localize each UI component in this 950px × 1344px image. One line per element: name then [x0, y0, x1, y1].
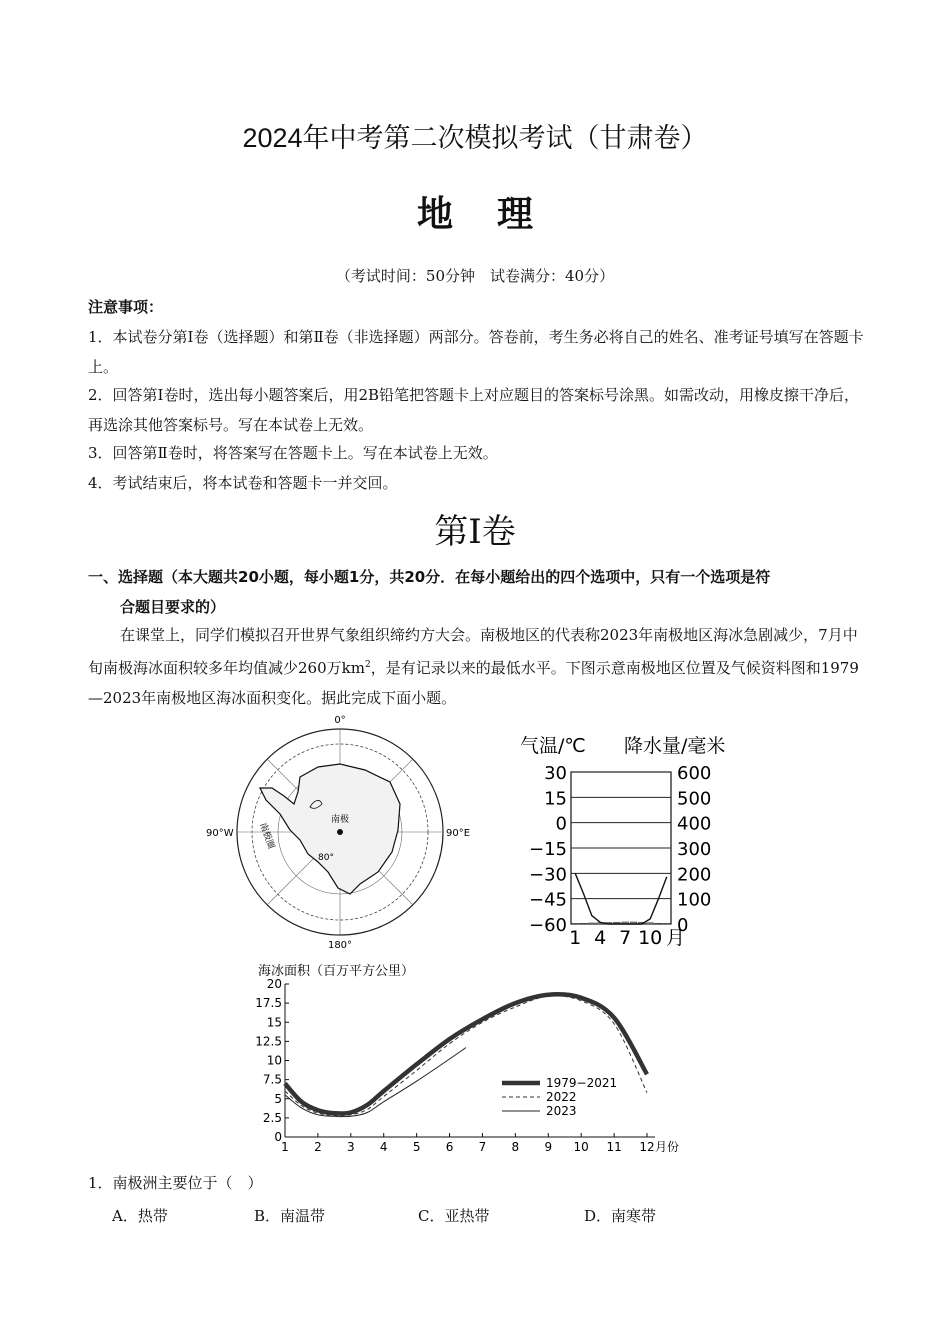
ice-y-tick: 17.5 — [255, 996, 282, 1011]
climate-x-tick: 10 — [638, 927, 663, 949]
ice-x-tick: 11 — [606, 1140, 622, 1154]
map-label-180: 180° — [327, 940, 353, 951]
ice-x-tick: 8 — [511, 1140, 520, 1154]
ice-legend-label: 1979−2021 — [546, 1076, 618, 1090]
ice-x-tick: 4 — [379, 1140, 388, 1154]
ice-x-tick: 5 — [412, 1140, 421, 1154]
precipitation-bar — [655, 923, 662, 924]
question-1-stem: 1．南极洲主要位于（ ） — [88, 1174, 263, 1192]
precipitation-bar — [580, 923, 587, 924]
antarctic-continent — [260, 764, 400, 894]
climate-right-label: 降水量/毫米 — [624, 735, 726, 757]
climate-left-tick: 15 — [544, 788, 567, 810]
climate-right-tick: 600 — [677, 763, 712, 784]
notice-item-2: 2．回答第Ⅰ卷时，选出每小题答案后，用2B铅笔把答题卡上对应题目的答案标号涂黑。如需改动，用橡皮擦干净后，再选涂其他答案标号。写在本试卷上无效。 — [88, 386, 860, 434]
climate-left-tick: 30 — [544, 763, 567, 784]
climate-left-label: 气温/℃ — [520, 735, 586, 757]
section-heading — [88, 562, 878, 622]
ice-y-tick: 5 — [274, 1091, 282, 1106]
ice-x-tick: 1 — [281, 1140, 289, 1154]
climate-x-tick: 1 — [569, 927, 582, 949]
map-label-0: 0° — [334, 715, 346, 726]
map-label-80: 80° — [318, 853, 334, 863]
passage-part-1: 在课堂上，同学们模拟召开世界气象组织缔约方大会。南极地区的代表称2023年南极地区海冰急剧减少，7月中旬南极海冰面积较多年均值减少260万km — [88, 626, 858, 677]
climate-x-label: 月 — [666, 927, 686, 949]
antarctica-map — [200, 712, 480, 952]
ice-y-tick: 20 — [266, 977, 282, 991]
ice-x-tick: 7 — [478, 1140, 487, 1154]
map-label-90e: 90°E — [446, 828, 471, 839]
ice-title: 海冰面积（百万平方公里） — [258, 964, 415, 979]
subject-title: 地理 — [416, 194, 577, 235]
ice-y-tick: 10 — [266, 1053, 282, 1068]
ice-y-tick: 12.5 — [255, 1034, 282, 1049]
ice-x-tick: 6 — [445, 1140, 454, 1154]
volume-title: 第Ⅰ卷 — [434, 512, 516, 552]
ice-series-line — [285, 994, 647, 1113]
option-a[interactable]: A．热带 — [112, 1207, 168, 1225]
ice-x-unit: 月份 — [655, 1140, 680, 1154]
ice-series-line — [285, 996, 647, 1116]
option-c[interactable]: C．亚热带 — [418, 1207, 490, 1225]
climate-right-tick: 0 — [677, 915, 689, 936]
climate-left-tick: −60 — [529, 915, 567, 936]
ice-y-tick: 15 — [266, 1015, 282, 1030]
passage-superscript: 2 — [364, 660, 371, 670]
climate-right-tick: 100 — [677, 889, 712, 911]
map-label-circle: 南极圈 — [257, 821, 276, 851]
precipitation-bar — [589, 923, 596, 924]
section-line-1: 一、选择题（本大题共20小题，每小题1分，共20分．在每小题给出的四个选项中，只有一个选项是符 — [88, 568, 771, 586]
climate-right-tick: 400 — [677, 813, 712, 835]
climate-right-tick: 200 — [677, 864, 712, 886]
climate-left-tick: −45 — [529, 889, 567, 911]
option-b[interactable]: B．南温带 — [254, 1207, 326, 1225]
ice-legend-label: 2023 — [546, 1104, 577, 1118]
ice-y-tick: 2.5 — [262, 1110, 282, 1125]
climate-x-tick: 4 — [594, 927, 607, 949]
option-d[interactable]: D．南寒带 — [584, 1207, 657, 1225]
exam-title: 2024年中考第二次模拟考试（甘肃卷） — [242, 123, 708, 153]
precipitation-bar — [647, 923, 654, 924]
notice-item-1: 1．本试卷分第Ⅰ卷（选择题）和第Ⅱ卷（非选择题）两部分。答卷前，考生务必将自己的姓名、准考证号填写在答题卡上。 — [88, 328, 864, 376]
climate-right-tick: 500 — [677, 788, 712, 810]
climate-left-tick: −30 — [529, 864, 567, 886]
notice-heading: 注意事项： — [88, 298, 164, 316]
climate-left-tick: 0 — [555, 813, 567, 835]
notice-item-4: 4．考试结束后，将本试卷和答题卡一并交回。 — [88, 474, 398, 492]
climate-right-tick: 300 — [677, 839, 712, 860]
ice-x-tick: 9 — [544, 1140, 553, 1154]
map-label-pole: 南极 — [330, 815, 350, 825]
ice-y-tick: 0 — [274, 1130, 282, 1144]
precipitation-bar — [572, 923, 579, 924]
ice-x-tick: 10 — [573, 1140, 589, 1154]
sea-ice-chart — [248, 958, 728, 1154]
ice-legend-label: 2022 — [546, 1090, 577, 1104]
passage-part-2: ，是有记录以来的最低水平。下图示意南极地区位置及气候资料图和1979—2023年南极地区海冰面积变化。据此完成下面小题。 — [88, 659, 859, 707]
ice-x-tick: 12 — [639, 1140, 655, 1154]
passage — [88, 620, 868, 713]
precipitation-bar — [664, 923, 671, 924]
climate-chart — [508, 726, 768, 950]
climate-left-tick: −15 — [529, 839, 567, 860]
ice-y-tick: 7.5 — [262, 1072, 282, 1087]
notice-item-3: 3．回答第Ⅱ卷时，将答案写在答题卡上。写在本试卷上无效。 — [88, 444, 498, 462]
ice-x-tick: 2 — [314, 1140, 322, 1154]
map-label-90w: 90°W — [206, 828, 234, 839]
exam-info: （考试时间：50分钟 试卷满分：40分） — [335, 267, 615, 285]
climate-x-tick: 7 — [619, 927, 632, 949]
ice-x-tick: 3 — [346, 1140, 355, 1154]
section-line-2: 合题目要求的） — [120, 598, 226, 616]
